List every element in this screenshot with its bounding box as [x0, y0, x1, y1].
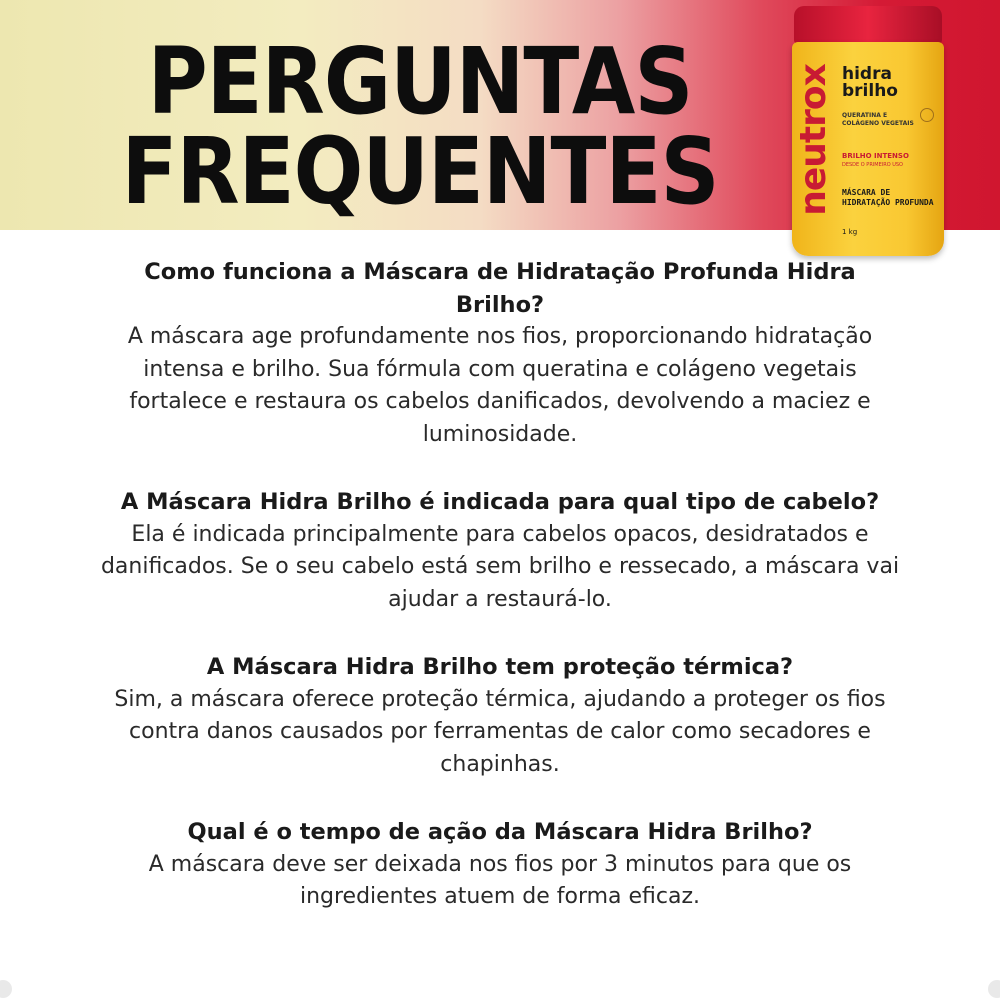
jar-weight: 1 kg — [842, 228, 858, 236]
jar-subtitle-line-1: QUERATINA E — [842, 112, 888, 119]
faq-item — [40, 651, 960, 781]
faq-item — [40, 256, 960, 451]
jar-brand-logo: neutrox — [793, 64, 834, 216]
faq-section — [40, 256, 960, 949]
faq-answer: A máscara deve ser deixada nos fios por 3 minutos para que os ingredientes atuem de forma eficaz. — [148, 851, 852, 909]
jar-type-line-1: MÁSCARA DE — [842, 188, 891, 197]
jar-product-type — [842, 188, 934, 208]
jar-claim-sub: DESDE O PRIMEIRO USO — [842, 162, 903, 168]
faq-question: A Máscara Hidra Brilho é indicada para qual tipo de cabelo? — [120, 489, 880, 515]
faq-answer: A máscara age profundamente nos fios, proporcionando hidratação intensa e brilho. Sua fórmula com queratina e colágeno vegetais fortalece e restaura os cabelos danificados, devolvendo a maciez e luminosidade. — [127, 324, 873, 447]
jar-name-line-1: hidra — [842, 64, 892, 84]
jar-type-line-2: HIDRATAÇÃO PROFUNDA — [842, 198, 934, 207]
faq-item — [40, 486, 960, 616]
title-line-1: PERGUNTAS — [147, 29, 693, 136]
title-line-2: FREQUENTES — [121, 119, 719, 226]
jar-subtitle-line-2: COLÁGENO VEGETAIS — [842, 120, 914, 127]
faq-question: A Máscara Hidra Brilho tem proteção térmica? — [206, 654, 794, 680]
jar-subtitle — [842, 112, 914, 128]
corner-decoration-left — [0, 980, 12, 998]
seal-icon — [920, 108, 934, 122]
product-jar-image — [792, 2, 944, 258]
faq-question: Como funciona a Máscara de Hidratação Profunda Hidra Brilho? — [144, 259, 856, 318]
faq-item — [40, 816, 960, 914]
faq-answer: Ela é indicada principalmente para cabelos opacos, desidratados e danificados. Se o seu cabelo está sem brilho e ressecado, a máscara vai ajudar a restaurá-lo. — [100, 521, 900, 612]
faq-question: Qual é o tempo de ação da Máscara Hidra Brilho? — [187, 819, 813, 845]
corner-decoration-right — [988, 980, 1000, 998]
jar-lid — [794, 6, 942, 44]
faq-answer: Sim, a máscara oferece proteção térmica, ajudando a proteger os fios contra danos causados por ferramentas de calor como secadores e chapinhas. — [114, 686, 886, 777]
jar-claim: BRILHO INTENSO — [842, 152, 909, 160]
page-title — [0, 29, 840, 226]
jar-product-name — [842, 66, 898, 100]
jar-name-line-2: brilho — [842, 81, 898, 101]
